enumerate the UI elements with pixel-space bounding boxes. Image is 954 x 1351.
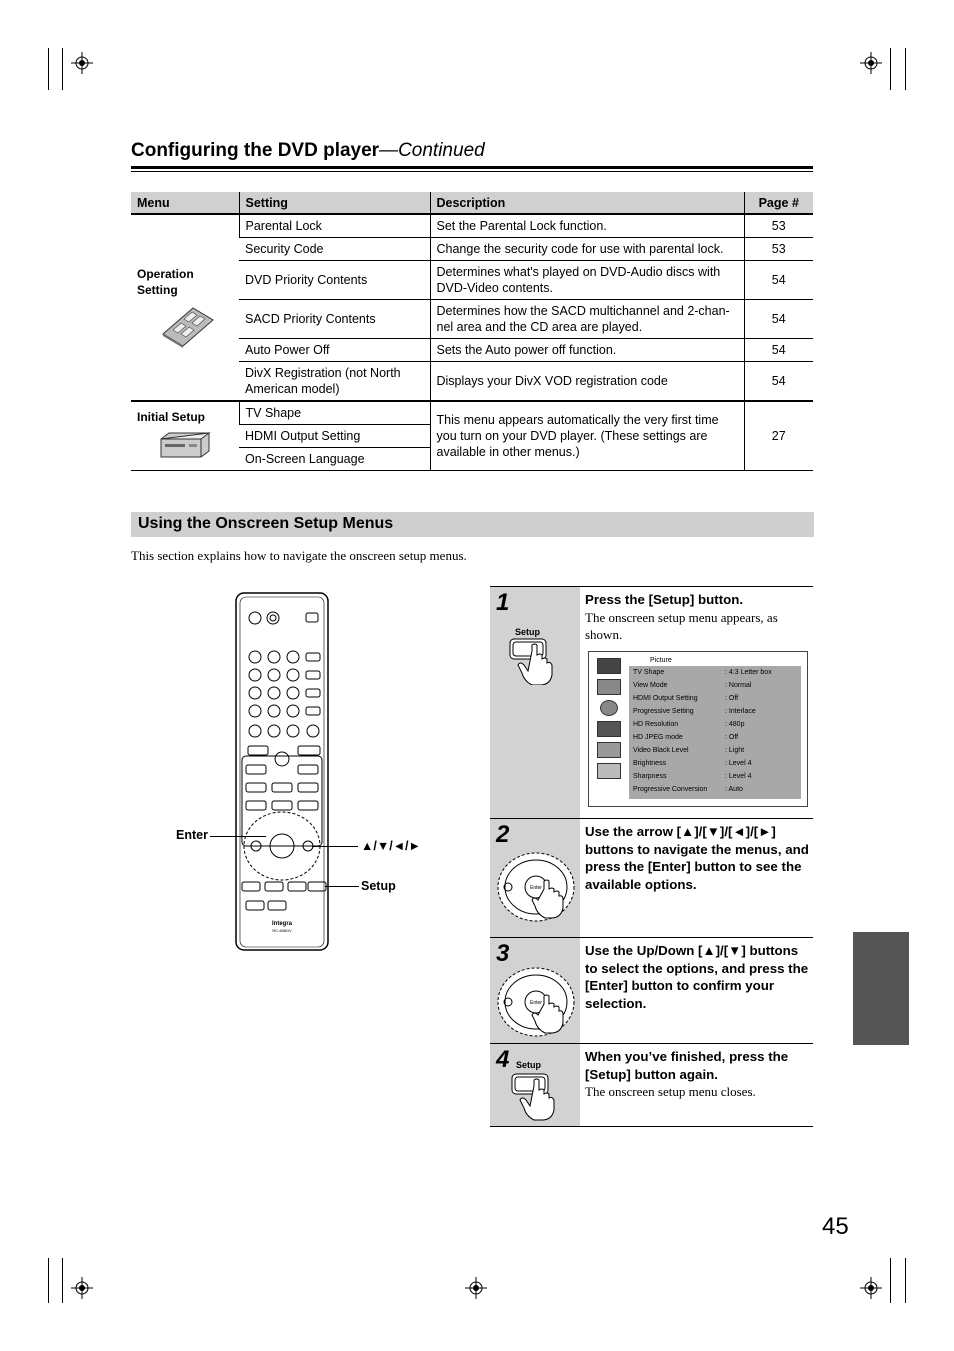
osd-item-name: Video Black Level	[633, 747, 689, 754]
osd-row	[633, 669, 772, 676]
crop-mark	[890, 48, 891, 90]
osd-item-value: : 480p	[725, 721, 745, 728]
menu-label: Operation	[137, 267, 194, 281]
page-cell: 54	[744, 339, 813, 362]
description-cell: This menu appears automatically the very first time you turn on your DVD player. (These settings are available in other menus.)	[430, 401, 744, 471]
column-header: Menu	[131, 192, 239, 214]
osd-item-value: : Light	[725, 747, 745, 754]
page-cell: 54	[744, 300, 813, 339]
table-row	[131, 401, 813, 425]
description-cell: Determines what's played on DVD-Audio discs with DVD-Video contents.	[430, 261, 744, 300]
page-cell: 53	[744, 238, 813, 261]
registration-mark-icon	[71, 52, 93, 74]
osd-row	[633, 708, 756, 715]
page-cell: 54	[744, 362, 813, 402]
setting-cell: DVD Priority Contents	[239, 261, 430, 300]
speaker-icon	[597, 679, 621, 695]
dvd-player-icon	[159, 429, 211, 459]
player-icon	[597, 763, 621, 779]
page-cell: 27	[744, 401, 813, 471]
step-text	[585, 942, 811, 1012]
setting-cell: TV Shape	[239, 401, 430, 425]
keypad-icon	[159, 304, 215, 348]
keypad-icon	[597, 742, 621, 758]
setup-callout: Setup	[361, 879, 396, 893]
osd-panel	[629, 666, 801, 799]
page-cell: 53	[744, 214, 813, 238]
integra-icon	[597, 721, 621, 737]
arrows-callout: ▲/▼/◄/►	[361, 839, 421, 853]
step-instruction: Use the Up/Down [▲]/[▼] buttons to select the options, and press the [Enter] button to confirm your selection.	[585, 943, 809, 1011]
table-header-row	[131, 192, 813, 214]
osd-row	[633, 786, 743, 793]
osd-item-name: TV Shape	[633, 669, 665, 676]
description-cell: Determines how the SACD multichannel and 2-chan-nel area and the CD area are played.	[430, 300, 744, 339]
setup-button-icon	[508, 637, 568, 685]
header-rule	[131, 171, 813, 172]
setup-button-icon	[510, 1072, 570, 1122]
step-2	[490, 818, 813, 938]
step-3	[490, 937, 813, 1044]
disc-icon	[600, 700, 618, 716]
osd-item-name: HDMI Output Setting	[633, 695, 698, 702]
osd-item-name: Progressive Setting	[633, 708, 694, 715]
column-header: Description	[430, 192, 744, 214]
osd-item-value: : Normal	[725, 682, 752, 689]
crop-mark	[48, 1258, 49, 1303]
section-title: Using the Onscreen Setup Menus	[138, 515, 394, 532]
step-description: The onscreen setup menu closes.	[585, 1084, 756, 1099]
column-header: Page #	[744, 192, 813, 214]
step-text	[585, 591, 811, 643]
step-instruction: When you’ve finished, press the [Setup] button again.	[585, 1049, 789, 1082]
crop-mark	[890, 1258, 891, 1303]
step-instruction: Use the arrow [▲]/[▼]/[◄]/[►] buttons to navigate the menus, and press the [Enter] button to see the available options.	[585, 824, 809, 892]
osd-item-name: View Mode	[633, 682, 668, 689]
osd-item-value: : 4:3 Letter box	[725, 669, 772, 676]
step-number: 4	[496, 1046, 510, 1073]
osd-row	[633, 773, 752, 780]
menu-table	[131, 192, 813, 471]
setting-cell: On-Screen Language	[239, 448, 430, 471]
osd-item-value: : Interlace	[725, 708, 756, 715]
step-number: 1	[496, 589, 510, 616]
table-row	[131, 214, 813, 238]
menu-label: Initial Setup	[137, 410, 206, 424]
osd-item-name: HD JPEG mode	[633, 734, 683, 741]
osd-item-value: : Off	[725, 734, 739, 741]
osd-row	[633, 682, 752, 689]
remote-brand: Integra	[271, 921, 293, 927]
page-number: 45	[822, 1213, 849, 1240]
osd-item-value: : Level 4	[725, 773, 752, 780]
osd-item-name: Brightness	[633, 760, 667, 767]
step-text	[585, 823, 811, 893]
osd-row	[633, 747, 745, 754]
enter-callout: Enter	[176, 828, 208, 842]
osd-title: Picture	[650, 657, 672, 664]
osd-row	[633, 760, 752, 767]
callout-line	[325, 886, 359, 887]
svg-text:Enter: Enter	[530, 1000, 542, 1006]
registration-mark-icon	[71, 1277, 93, 1299]
step-4	[490, 1043, 813, 1127]
osd-menu-screenshot	[588, 651, 808, 807]
osd-item-value: : Level 4	[725, 760, 752, 767]
step-description: The onscreen setup menu appears, as shown.	[585, 609, 778, 642]
menu-cell	[131, 214, 239, 401]
arrow-pad-icon	[494, 849, 578, 929]
osd-item-name: Sharpness	[633, 773, 667, 780]
osd-item-name: Progressive Conversion	[633, 786, 708, 793]
step-number: 2	[496, 821, 510, 848]
crop-mark	[905, 48, 906, 90]
setting-cell: DivX Registration (not North American model)	[239, 362, 430, 402]
osd-row	[633, 695, 739, 702]
setting-cell: Auto Power Off	[239, 339, 430, 362]
registration-mark-icon	[465, 1277, 487, 1299]
registration-mark-icon	[860, 52, 882, 74]
setting-cell: SACD Priority Contents	[239, 300, 430, 339]
page-cell: 54	[744, 261, 813, 300]
step-sidebar	[490, 587, 580, 819]
osd-item-value: : Auto	[725, 786, 743, 793]
page-title: Configuring the DVD player—Continued	[131, 140, 485, 161]
description-cell: Displays your DivX VOD registration code	[430, 362, 744, 402]
svg-text:Enter: Enter	[530, 885, 542, 891]
menu-label: Setting	[137, 283, 178, 297]
crop-mark	[905, 1258, 906, 1303]
remote-control-icon	[234, 591, 330, 953]
crop-mark	[62, 1258, 63, 1303]
setting-cell: Security Code	[239, 238, 430, 261]
step-1	[490, 586, 813, 819]
description-cell: Sets the Auto power off function.	[430, 339, 744, 362]
osd-item-name: HD Resolution	[633, 721, 679, 728]
intro-text: This section explains how to navigate the onscreen setup menus.	[131, 548, 467, 563]
step-number: 3	[496, 940, 510, 967]
crop-mark	[62, 48, 63, 90]
column-header: Setting	[239, 192, 430, 214]
osd-row	[633, 721, 745, 728]
callout-line	[312, 846, 358, 847]
osd-row	[633, 734, 739, 741]
continued-label: —Continued	[379, 140, 485, 161]
header-rule	[131, 166, 813, 169]
registration-mark-icon	[860, 1277, 882, 1299]
setup-button-label: Setup	[516, 1060, 542, 1070]
callout-line	[210, 836, 266, 837]
chapter-tab	[853, 932, 909, 1045]
arrow-pad-icon	[494, 964, 578, 1044]
setup-button-label: Setup	[515, 627, 541, 637]
crop-mark	[48, 48, 49, 90]
description-cell: Change the security code for use with parental lock.	[430, 238, 744, 261]
remote-model: RC-656DV	[272, 928, 292, 933]
setting-cell: HDMI Output Setting	[239, 425, 430, 448]
step-text	[585, 1048, 811, 1100]
picture-icon	[597, 658, 621, 674]
description-cell: Set the Parental Lock function.	[430, 214, 744, 238]
osd-item-value: : Off	[725, 695, 739, 702]
menu-cell	[131, 401, 239, 471]
setting-cell: Parental Lock	[239, 214, 430, 238]
step-instruction: Press the [Setup] button.	[585, 592, 744, 607]
